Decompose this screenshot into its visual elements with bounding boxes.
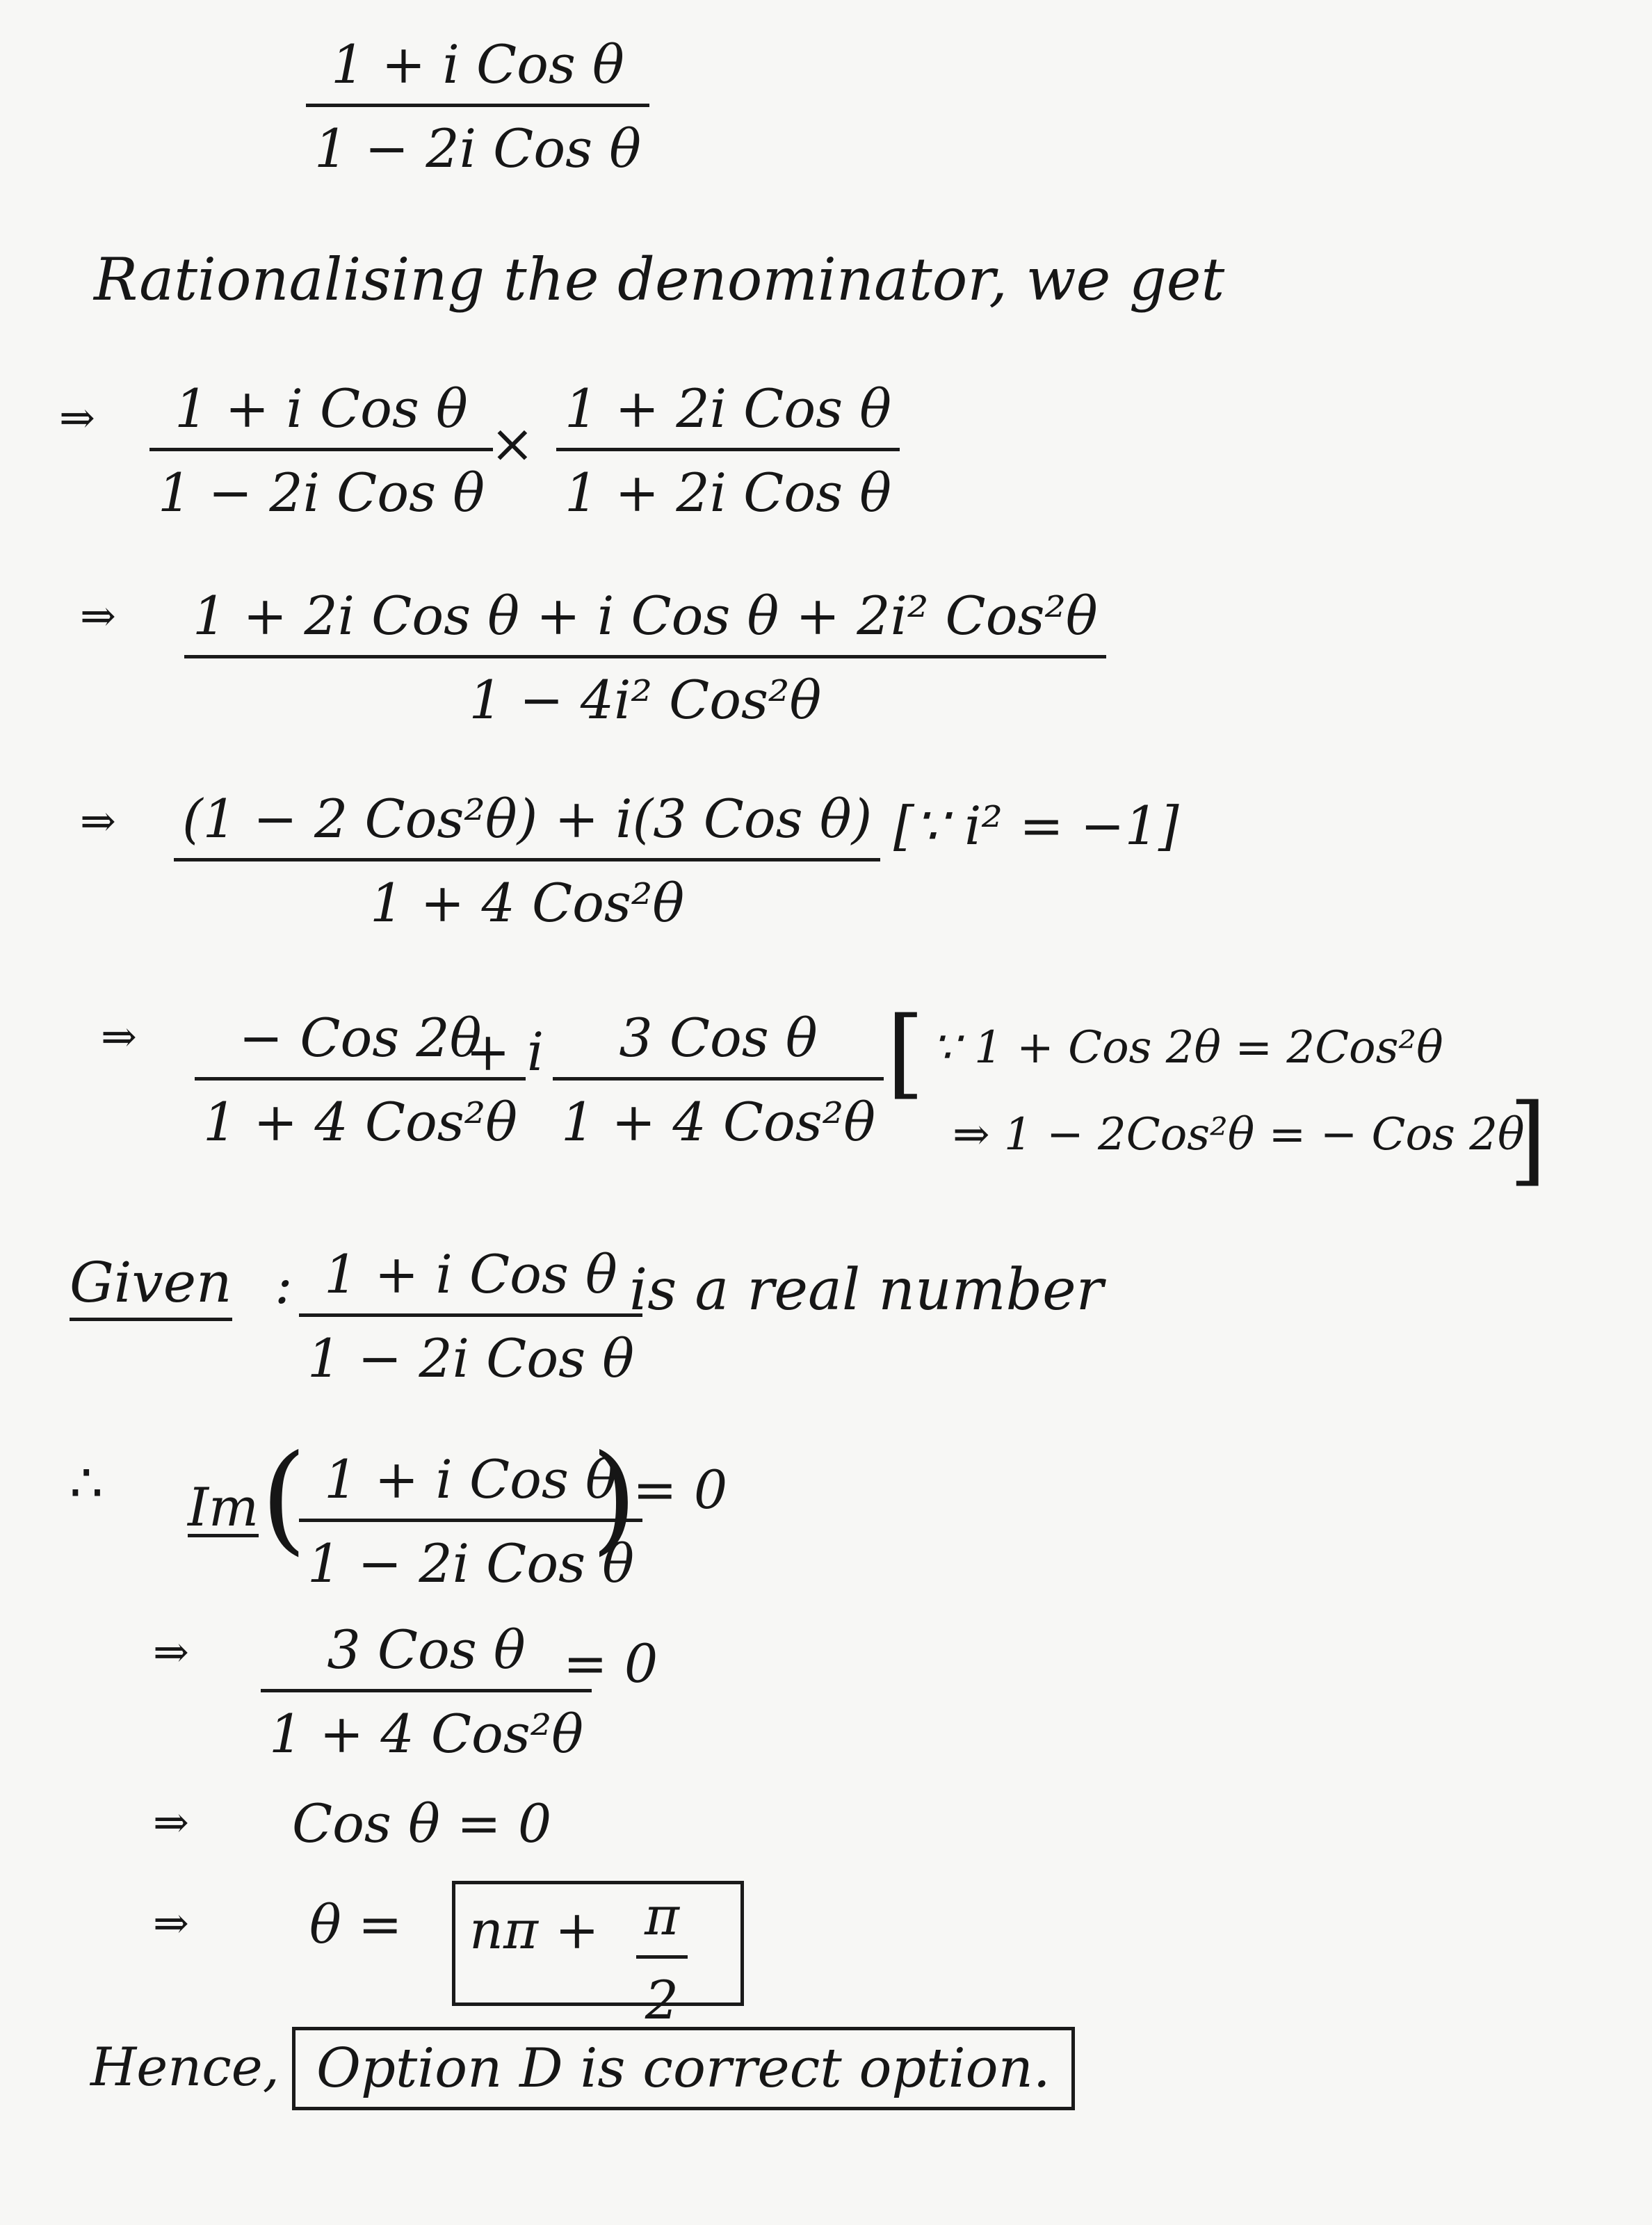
answer-numerator: π: [645, 1885, 679, 1947]
implies-arrow: ⇒: [153, 1626, 189, 1677]
step1-right-denominator: 1 + 2i Cos θ: [565, 462, 891, 524]
implies-arrow: ⇒: [153, 1797, 189, 1847]
step4-imag-denominator: 1 + 4 Cos²θ: [561, 1091, 875, 1153]
step4-real-denominator: 1 + 4 Cos²θ: [203, 1091, 517, 1153]
step1-left-fraction: [149, 378, 493, 524]
implies-arrow: ⇒: [59, 392, 95, 443]
step2-fraction: [184, 585, 1106, 731]
header-fraction: [306, 33, 649, 179]
given-numerator: 1 + i Cos θ: [324, 1243, 617, 1305]
therefore-equals: = 0: [633, 1459, 728, 1521]
header-numerator: 1 + i Cos θ: [331, 33, 624, 95]
result-fraction: [261, 1619, 592, 1765]
implies-arrow: ⇒: [80, 795, 116, 846]
cos-equation: Cos θ = 0: [292, 1793, 552, 1854]
given-denominator: 1 − 2i Cos θ: [307, 1327, 634, 1389]
imaginary-part-label: Im: [188, 1476, 259, 1538]
implies-arrow: ⇒: [101, 1011, 137, 1062]
step3-denominator: 1 + 4 Cos²θ: [370, 872, 685, 934]
answer-box: [452, 1881, 744, 2031]
implies-arrow: ⇒: [153, 1898, 189, 1948]
given-colon: :: [275, 1254, 293, 1316]
implies-arrow: ⇒: [80, 590, 116, 641]
result-denominator: 1 + 4 Cos²θ: [269, 1703, 583, 1765]
step3-note: [∵ i² = −1]: [893, 795, 1179, 857]
step1-right-numerator: 1 + 2i Cos θ: [565, 378, 891, 439]
given-text: is a real number: [629, 1257, 1103, 1323]
step4-note-2: ⇒ 1 − 2Cos²θ = − Cos 2θ: [953, 1109, 1525, 1160]
answer-fraction: [636, 1885, 688, 2031]
answer-term: nπ +: [469, 1899, 599, 1961]
result-numerator: 3 Cos θ: [327, 1619, 526, 1681]
right-paren: ): [591, 1430, 638, 1567]
step1-left-numerator: 1 + i Cos θ: [175, 378, 468, 439]
step3-numerator: (1 − 2 Cos²θ) + i(3 Cos θ): [182, 788, 873, 850]
step1-left-denominator: 1 − 2i Cos θ: [158, 462, 485, 524]
left-paren: (: [261, 1430, 307, 1567]
step3-fraction: [174, 788, 880, 934]
answer-denominator: 2: [645, 1969, 679, 2031]
conclusion-box: Option D is correct option.: [292, 2027, 1075, 2110]
right-bracket: ]: [1509, 1083, 1547, 1197]
intro-text: Rationalising the denominator, we get: [94, 245, 1225, 314]
hence-text: Hence,: [90, 2036, 280, 2098]
therefore-numerator: 1 + i Cos θ: [324, 1448, 617, 1510]
step4-plus-i: + i: [466, 1021, 544, 1083]
result-equals: = 0: [563, 1633, 658, 1694]
step4-imag-fraction: [553, 1007, 884, 1153]
step4-real-numerator: − Cos 2θ: [238, 1007, 482, 1069]
header-denominator: 1 − 2i Cos θ: [314, 118, 641, 179]
step4-note-1: ∵ 1 + Cos 2θ = 2Cos²θ: [932, 1022, 1443, 1074]
left-bracket: [: [886, 996, 925, 1110]
therefore-denominator: 1 − 2i Cos θ: [307, 1532, 634, 1594]
times-symbol: ×: [490, 412, 535, 474]
therefore-symbol: ∴: [70, 1452, 104, 1514]
step1-right-fraction: [556, 378, 900, 524]
step2-denominator: 1 − 4i² Cos²θ: [469, 669, 822, 731]
step2-numerator: 1 + 2i Cos θ + i Cos θ + 2i² Cos²θ: [193, 585, 1098, 647]
step4-imag-numerator: 3 Cos θ: [619, 1007, 818, 1069]
given-label: Given: [70, 1255, 232, 1321]
theta-equals: θ =: [309, 1893, 403, 1955]
given-fraction: [299, 1243, 642, 1389]
